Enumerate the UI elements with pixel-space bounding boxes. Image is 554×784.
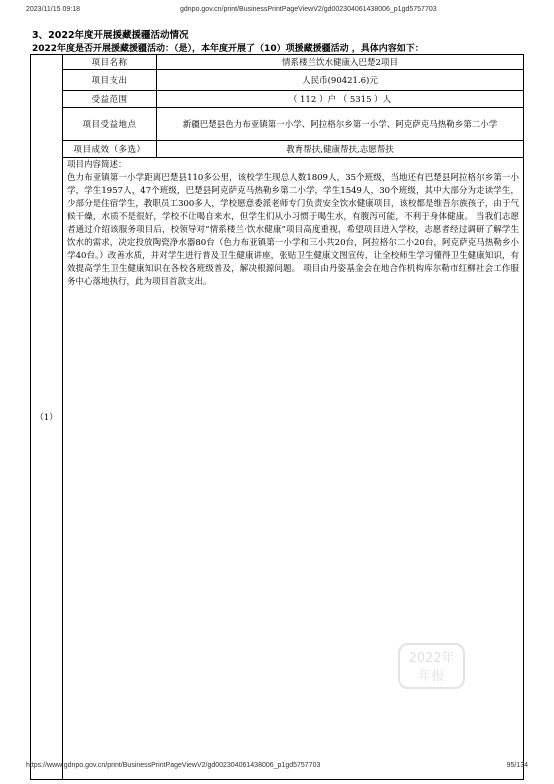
row-label-project-name: 项目名称 bbox=[63, 55, 157, 70]
section-title: 3、2022年度开展援藏援疆活动情况 bbox=[32, 30, 189, 41]
row-value-outcomes: 教育帮扶,健康帮扶,志愿帮扶 bbox=[157, 141, 524, 158]
table-row bbox=[31, 55, 524, 70]
print-footer bbox=[26, 762, 528, 774]
row-label-outcomes: 项目成效（多选） bbox=[63, 141, 157, 158]
row-label-beneficiary-location: 项目受益地点 bbox=[63, 108, 157, 141]
watermark-line: 年报 bbox=[418, 669, 445, 684]
print-datetime: 2023/11/15 09:18 bbox=[26, 6, 80, 13]
table-row bbox=[31, 141, 524, 158]
table-row bbox=[31, 91, 524, 108]
table-row bbox=[31, 70, 524, 91]
item-index: （1） bbox=[31, 55, 63, 780]
print-header bbox=[26, 6, 528, 18]
print-header-url: gdnpo.gov.cn/print/BusinessPrintPageViewV2/gd002304061438006_p1gd5757703 bbox=[180, 6, 437, 13]
watermark-line: 2022年 bbox=[408, 651, 455, 666]
annual-report-watermark-stamp bbox=[398, 643, 465, 689]
row-value-project-name: 情系楼兰饮水健康入巴楚2项目 bbox=[157, 55, 524, 70]
row-value-expenditure: 人民币(90421.6)元 bbox=[157, 70, 524, 91]
page-number: 95/134 bbox=[506, 762, 528, 769]
row-value-beneficiary-location: 新疆巴楚县色力布亚镇第一小学、阿拉格尔乡第一小学、阿克萨克马热勒乡第二小学 bbox=[157, 108, 524, 141]
row-label-expenditure: 项目支出 bbox=[63, 70, 157, 91]
content-heading: 项目内容简述： bbox=[67, 160, 127, 170]
row-value-beneficiary-scope: （ 112 ）户 （ 5315 ）人 bbox=[157, 91, 524, 108]
print-footer-url: https://www.gdnpo.gov.cn/print/BusinessPrintPageViewV2/gd002304061438006_p1gd5757703 bbox=[26, 762, 321, 769]
table-row bbox=[31, 108, 524, 141]
content-text: 色力布亚镇第一小学距离巴楚县110多公里，该校学生现总人数1809人，35个班级，当地还有巴楚县阿拉格尔乡第一小学，学生1957人，47个班级，巴楚县阿克萨克马热勒乡第二小学，学生1549人，30个班级，其中大部分为走读学生，少部分是住宿学生，教职员工300多人，学校愿意委派老师专门负责安全饮水健康项目，该校都是维吾尔族孩子，由于气候干燥，水质不是很好，学校不让喝自来水，但学生们从小习惯于喝生水，有腹泻可能，不利于身体健康。 当我们志愿者通过介绍该服务项目后，校领导对“情系楼兰·饮水健康”项目高度重视，希望项目进入学校，志愿者经过调研了解学生饮水的需求，决定投放陶瓷净水器80台（色力布亚镇第一小学和三小共20台，阿拉格尔二小20台，阿克萨克马热勒乡小学40台。）改善水质，并对学生进行普及卫生健康讲座，张贴卫生健康文图宣传，让全校师生学习懂得卫生健康知识，有效提高学生卫生健康知识在各校各班级普及，解决根源问题。 项目由丹姿基金会在地合作机构库尔勒市红柳社会工作服务中心落地执行，此为项目首款支出。 bbox=[67, 173, 519, 287]
row-label-beneficiary-scope: 受益范围 bbox=[63, 91, 157, 108]
activity-question: 2022年度是否开展援藏援疆活动：（是），本年度开展了（10）项援藏援疆活动 ，具体内容如下： bbox=[32, 44, 424, 54]
